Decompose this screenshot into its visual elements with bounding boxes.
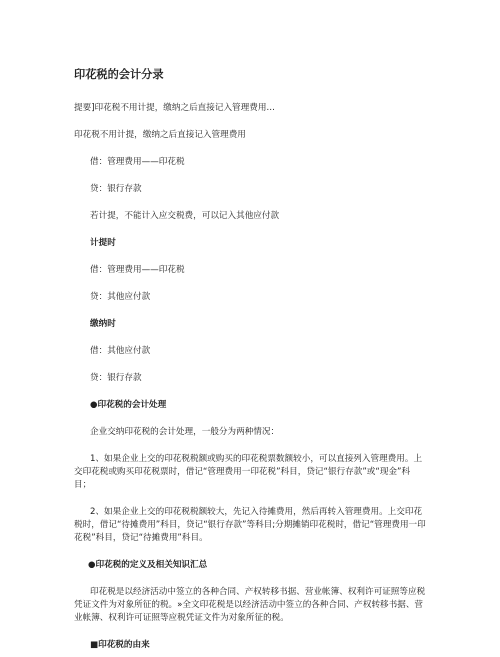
intro-line: 印花税不用计提，缴纳之后直接记入管理费用 <box>74 130 246 140</box>
section2-heading: ●印花税的定义及相关知识汇总 <box>88 560 208 570</box>
page-title: 印花税的会计分录 <box>74 68 164 81</box>
section1-item1: 1、如果企业上交的印花税税额或购买的印花税票数额较小，可以直接列入管理费用。上交印花税或购买印花税票时，借记“管理费用一印花税”科目，贷记“银行存款”或“现金”科目； <box>74 454 423 490</box>
heading-payment: 缴纳时 <box>90 319 116 329</box>
entry1-debit: 借：管理费用——印花税 <box>90 157 185 167</box>
entry1-credit: 贷：银行存款 <box>90 184 142 194</box>
entry3-debit: 借：其他应付款 <box>90 346 151 356</box>
section3-heading: ■印花税的由来 <box>90 640 150 650</box>
section1-heading: ●印花税的会计处理 <box>90 400 167 410</box>
section1-item2: 2、如果企业上交的印花税税额较大，先记入待摊费用，然后再转入管理费用。上交印花税时，借记“待摊费用”科目，贷记“银行存款”等科目;分期摊销印花税时，借记“管理费用一印花税”科目，贷记“待摊费用”科目。 <box>74 507 426 543</box>
section1-intro: 企业交纳印花税的会计处理，一般分为两种情况： <box>90 427 280 437</box>
entry3-credit: 贷：银行存款 <box>90 373 142 383</box>
entry2-debit: 借：管理费用——印花税 <box>90 265 185 275</box>
section2-body: 印花税是以经济活动中签立的各种合同、产权转移书据、营业帐簿、权利许可证照等应税凭证文件为对象所征的税。»全文印花税是以经济活动中签立的各种合同、产权转移书据、营业帐簿、权利许可证照等应税凭证文件为对象所征的税。 <box>74 587 426 623</box>
entry2-credit: 贷：其他应付款 <box>90 292 151 302</box>
note-line: 若计提，不能计入应交税费，可以记入其他应付款 <box>90 211 280 221</box>
heading-accrual: 计提时 <box>90 238 116 248</box>
summary-line: 提要]印花税不用计提，缴纳之后直接记入管理费用… <box>74 103 276 113</box>
